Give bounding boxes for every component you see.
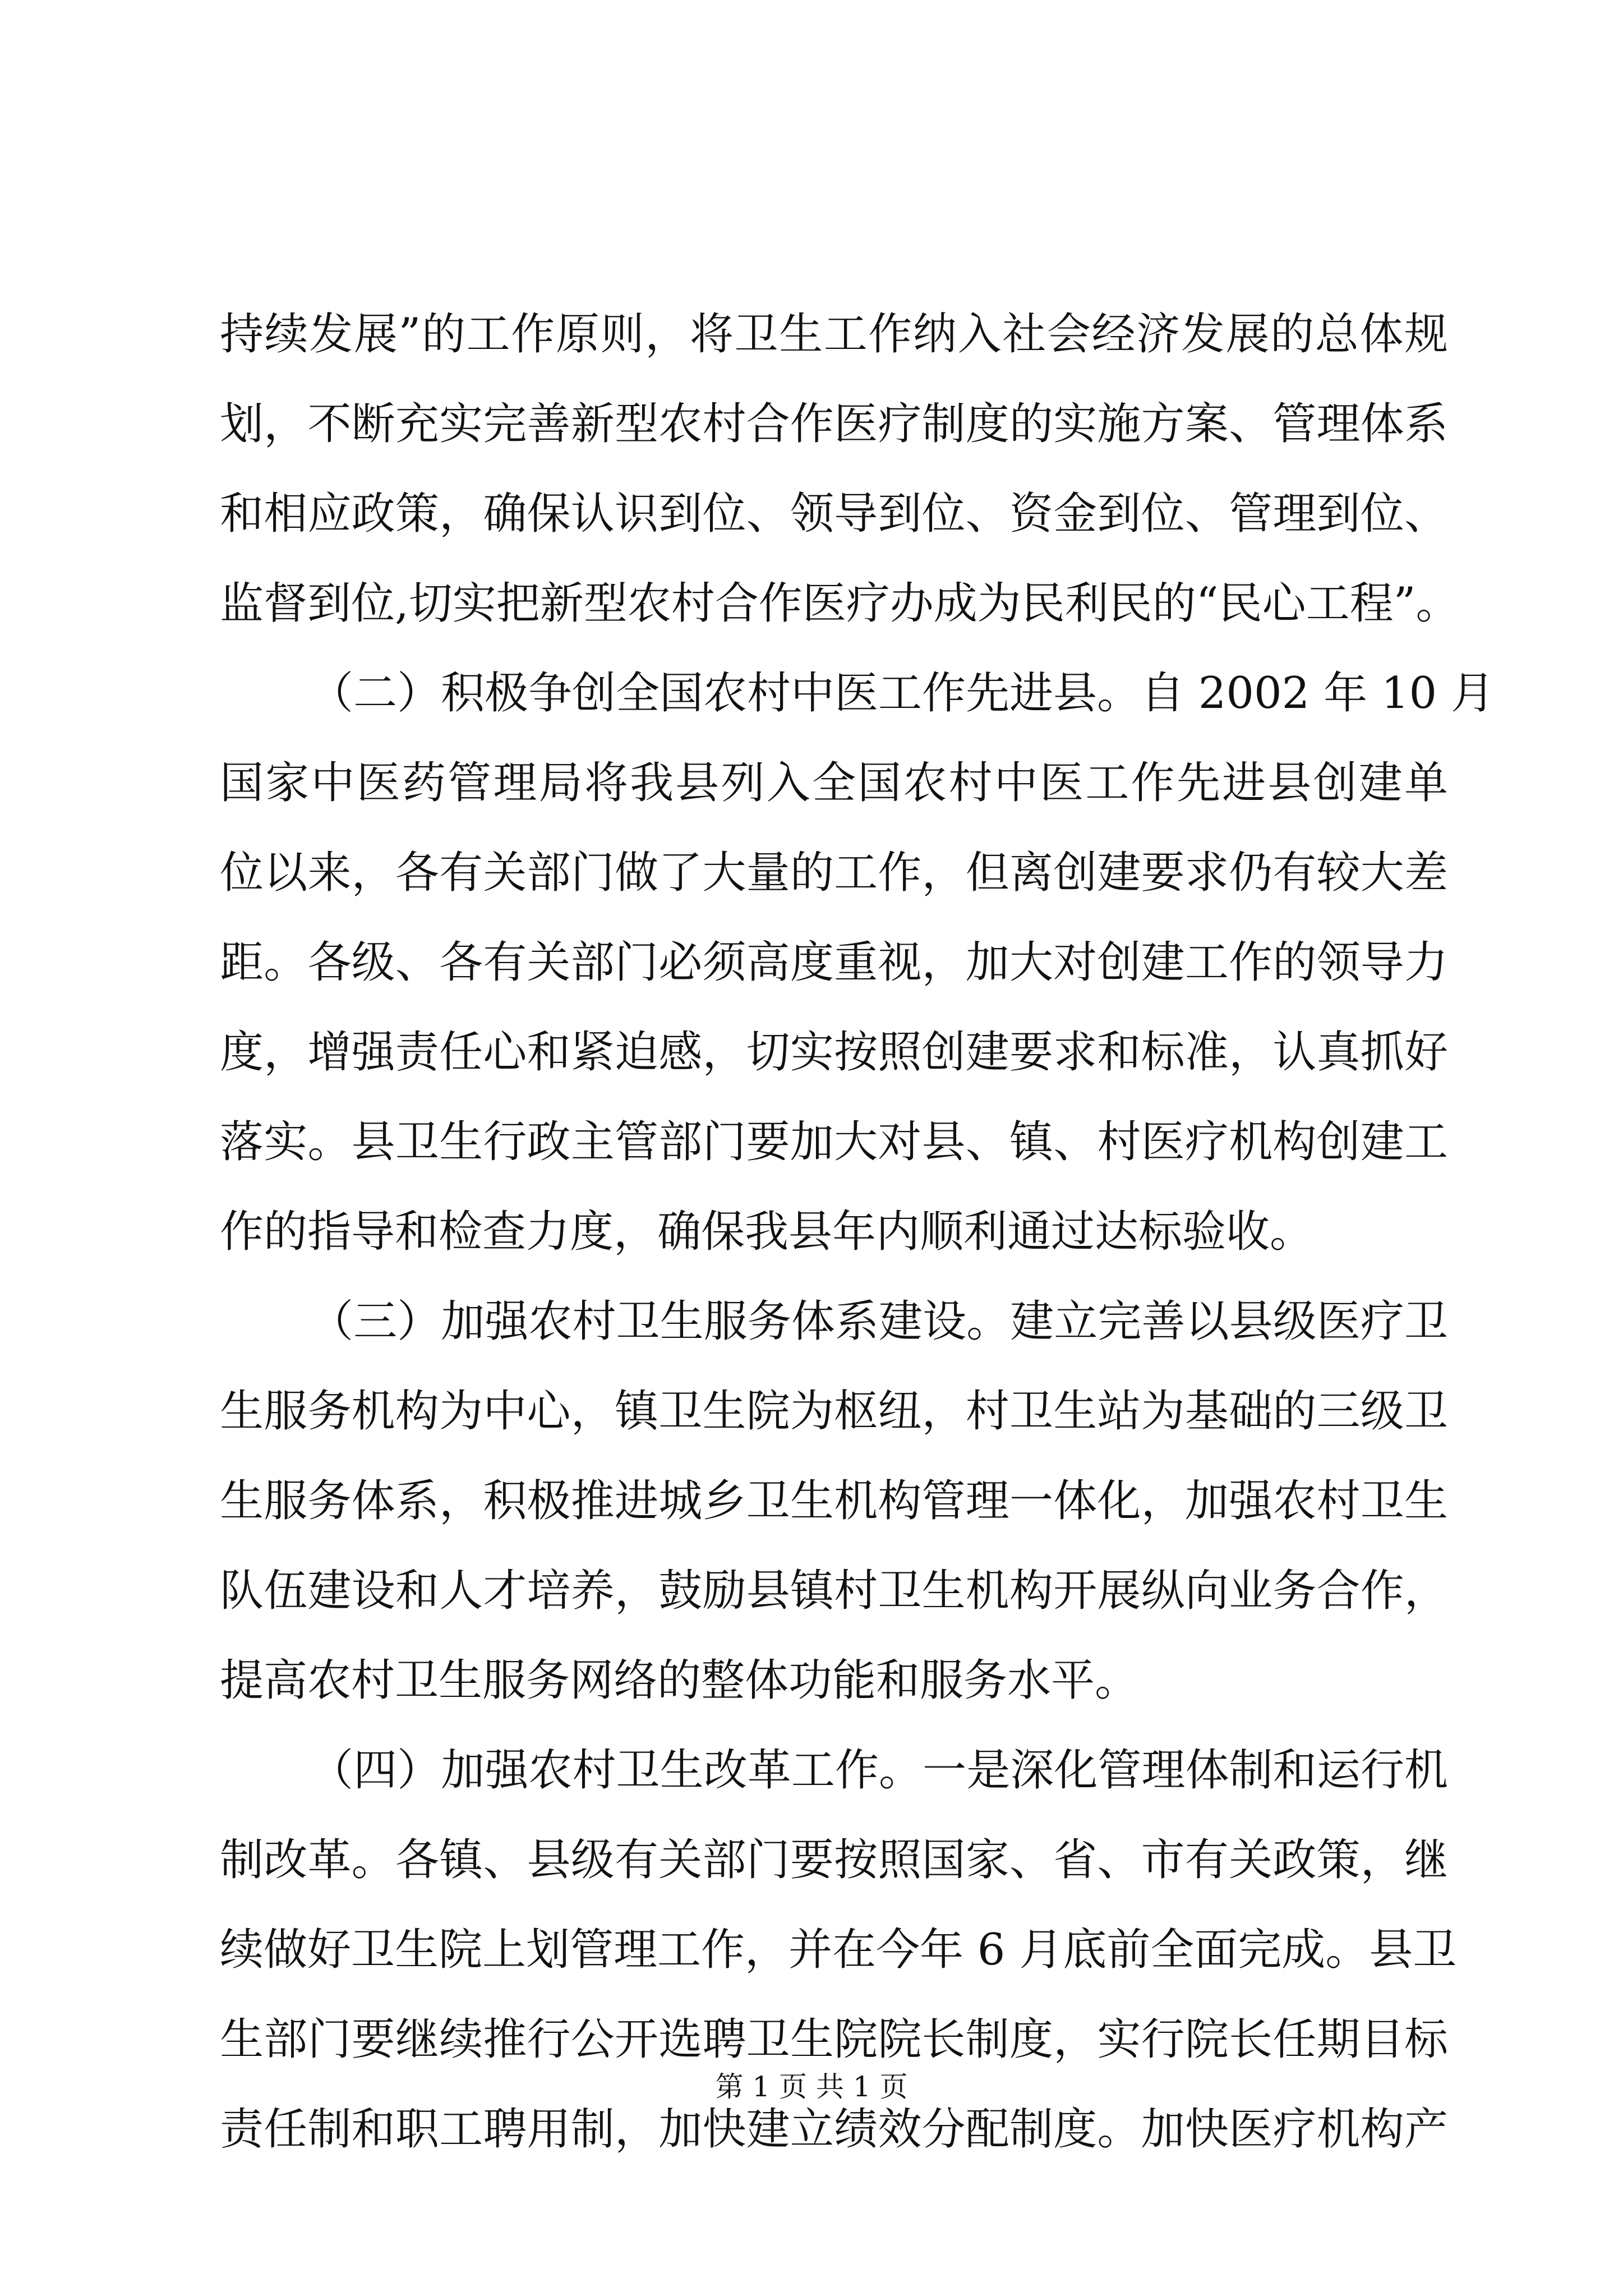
paragraph-3: [220, 1277, 1448, 1726]
text-line: 距。各级、各有关部门必须高度重视，加大对创建工作的领导力: [220, 937, 1448, 988]
text-line: （二）积极争创全国农村中医工作先进县。自 2002 年 10 月: [310, 668, 1495, 719]
text-line: 监督到位,切实把新型农村合作医疗办成为民利民的“民心工程”。: [220, 578, 1460, 629]
text-line: 持续发展”的工作原则，将卫生工作纳入社会经济发展的总体规: [220, 309, 1448, 360]
text-line: 生服务机构为中心，镇卫生院为枢纽，村卫生站为基础的三级卫: [220, 1386, 1448, 1437]
text-line: 责任制和职工聘用制，加快建立绩效分配制度。加快医疗机构产: [220, 2104, 1448, 2155]
text-line: 和相应政策，确保认识到位、领导到位、资金到位、管理到位、: [220, 489, 1448, 539]
text-line: 生部门要继续推行公开选聘卫生院院长制度，实行院长任期目标: [220, 2014, 1448, 2065]
text-line: 生服务体系，积极推进城乡卫生机构管理一体化，加强农村卫生: [220, 1476, 1448, 1526]
page-footer: 第 1 页 共 1 页: [715, 2070, 908, 2103]
text-line: 位以来，各有关部门做了大量的工作，但离创建要求仍有较大差: [220, 848, 1448, 898]
text-line: 国家中医药管理局将我县列入全国农村中医工作先进县创建单: [220, 758, 1448, 808]
text-line: 提高农村卫生服务网络的整体功能和服务水平。: [220, 1655, 1139, 1706]
text-line: 落实。县卫生行政主管部门要加大对县、镇、村医疗机构创建工: [220, 1117, 1448, 1167]
text-line: 续做好卫生院上划管理工作，并在今年 6 月底前全面完成。县卫: [220, 1925, 1457, 1975]
text-line: 制改革。各镇、县级有关部门要按照国家、省、市有关政策，继: [220, 1835, 1448, 1885]
paragraph-2: [220, 648, 1495, 1277]
paragraph-1: [220, 289, 1460, 648]
text-line: 作的指导和检查力度，确保我县年内顺利通过达标验收。: [220, 1207, 1314, 1257]
text-line: 度，增强责任心和紧迫感，切实按照创建要求和标准，认真抓好: [220, 1027, 1448, 1078]
text-line: 队伍建设和人才培养，鼓励县镇村卫生机构开展纵向业务合作，: [220, 1566, 1448, 1616]
text-line: （四）加强农村卫生改革工作。一是深化管理体制和运行机: [310, 1745, 1448, 1796]
text-line: 划，不断充实完善新型农村合作医疗制度的实施方案、管理体系: [220, 399, 1448, 449]
document-body: [220, 289, 1495, 2174]
text-line: （三）加强农村卫生服务体系建设。建立完善以县级医疗卫: [310, 1296, 1448, 1347]
